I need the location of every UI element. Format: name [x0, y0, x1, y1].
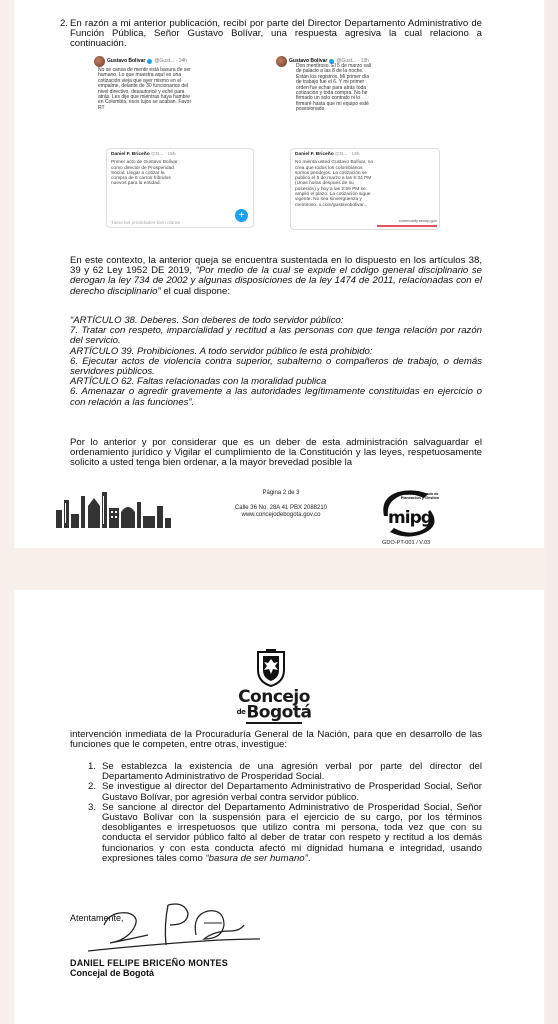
- mipg-caption: Modelo Integrado de Planeación y Gestión: [400, 492, 440, 501]
- quoted-handle: @D... · 13h: [335, 152, 360, 157]
- mipg-logo: [370, 486, 452, 540]
- signer-name: DANIEL FELIPE BRICEÑO MONTES: [70, 958, 228, 968]
- list-item-end: .: [307, 852, 311, 864]
- viewer-side-strip: [546, 0, 558, 1024]
- context-text-end: el cual dispone:: [160, 285, 230, 297]
- bogota-coat-of-arms-icon: [254, 648, 288, 688]
- concejo-de-bogota-logo: [234, 687, 314, 724]
- footer-website[interactable]: www.concejodebogota.gov.co: [241, 512, 321, 518]
- quoted-body: No mienta usted Gustavo Bolívar, no crea que todos los colombianos somos pendejos. La cotización se publicó el 5 de marzo a las 5:34 PM (Unas horas después de su posesión) y hoy a las 2:59 PM se amplió el plazo. La cotización sigue vigente. No sea sinvergüenza y mentiroso. x.com/gustavobolivar...: [295, 160, 374, 208]
- law-quote-line: 6. Amenazar o agredir gravemente a las autoridades legítimamente constituidas en ejercicio o con relación a las funciones”.: [70, 386, 482, 408]
- page-footer: [214, 490, 348, 519]
- context-paragraph: [70, 256, 482, 297]
- law-quote-line: 7. Tratar con respeto, imparcialidad y rectitud a las personas con que tenga relación por razón del servicio.: [70, 325, 482, 347]
- list-item-number: 1.: [88, 761, 97, 772]
- tweet-screenshot-right: [276, 56, 446, 234]
- quoted-author: Daniel F. Briceño: [111, 152, 150, 157]
- list-item-text: Se investigue al director del Departamento Administrativo de Prosperidad Social, Señor Gustavo Bolívar, por agresión verbal contra servidor público.: [102, 781, 482, 803]
- list-item-text: Se sancione al director del Departamento Administrativo de Prosperidad Social, Señor Gustavo Bolívar con la suspensión para el ejercicio de su cargo, por los términos desobligantes e irrespetuosos que utilizo contra mi persona, toda vez que con su conducta el servidor público faltó al deber de tratar con respeto y rectitud a los demás funcionarios y con esta conducta afectó mi dignidad humana e integridad, usando expresiones tales como: [102, 801, 482, 864]
- list-item-quote: “basura de ser humano”: [205, 852, 308, 864]
- closing-salutation: Atentamente,: [70, 913, 124, 923]
- intro-paragraph: intervención inmediata de la Procuraduría General de la Nación, para que en desarrollo de las funciones que le competen, entre otras, investigue:: [70, 729, 482, 751]
- law-quote-line: ARTÍCULO 39. Prohibiciones. A todo servidor público le está prohibido:: [70, 345, 373, 357]
- document-page-2: [14, 0, 544, 548]
- quoted-handle: @D... · 15h: [151, 152, 176, 157]
- item-number: 2.: [60, 18, 69, 29]
- request-paragraph: Por lo anterior y por considerar que es un deber de esta administración salvaguardar el ordenamiento jurídico y Vigilar el cumplimiento de la Constitución y las leyes, respetuosamente solicito a usted tenga bien ordenar, a la mayor brevedad posible la: [70, 437, 482, 469]
- tweet-body: Don mentiroso. El 5 de marzo salí de palacio a las 8 de la noche. Están los registros. Mi primer día de trabajo fue el 6. Y mi primer orden fue echar para atrás toda cotización y toda compra. No he firmado un solo contrato ni lo firmaré hasta que mi equipo esté posesionado.: [296, 63, 372, 113]
- tweet-author: Gustavo Bolívar: [107, 57, 146, 64]
- list-item: [88, 781, 482, 803]
- logo-line-2: Bogotá: [246, 702, 312, 723]
- tweet-handle: @Gust... · 14h: [154, 57, 187, 64]
- document-code: GDO-PT-001 / V.03: [382, 540, 431, 546]
- link-preview-bar: [377, 225, 437, 227]
- request-list: [88, 761, 482, 864]
- avatar: [276, 56, 287, 67]
- tweet-faint-footer: Tiene las prioridades bien claras: [111, 220, 180, 226]
- compose-plus-icon[interactable]: +: [235, 209, 248, 222]
- law-title-italic: “Por medio de la cual se expide el código general disciplinario se derogan la ley 734 de 2002 y algunas disposiciones de la ley 1474 de 2011, relacionadas con el derecho disciplinario”: [70, 265, 483, 297]
- quoted-author: Daniel F. Briceño: [295, 152, 334, 157]
- law-quote-line: “ARTÍCULO 38. Deberes. Son deberes de todo servidor público:: [70, 315, 344, 326]
- document-page-3: [14, 590, 544, 1024]
- mipg-wordmark: mipg: [388, 508, 432, 528]
- bogota-skyline-logo: [54, 488, 172, 528]
- signer-role: Concejal de Bogotá: [70, 968, 155, 978]
- law-quote-block: [70, 316, 482, 408]
- link-preview-label[interactable]: community.secop.gov: [398, 217, 437, 223]
- footer-address: Calle 36 No. 28A 41 PBX 2088210: [234, 505, 328, 511]
- list-item: [88, 761, 482, 783]
- tweet-handle: @Gust... · 13h: [336, 57, 369, 64]
- logo-line-1: Concejo: [238, 687, 310, 707]
- tweet-screenshot-left: [94, 56, 266, 234]
- avatar: [94, 56, 105, 67]
- verified-badge-icon: [147, 59, 152, 64]
- law-quote-line: 6. Ejecutar actos de violencia contra superior, subalterno o compañeros de trabajo, o demás servidores públicos.: [70, 355, 482, 378]
- quoted-tweet: [106, 148, 254, 228]
- item-text: En razón a mi anterior publicación, recibí por parte del Director Departamento Administrativo de Función Pública, Señor Gustavo Bolívar, una respuesta agresiva la cual relaciono a continuación.: [70, 18, 482, 50]
- handwritten-signature: [84, 895, 264, 955]
- tweet-header: [94, 56, 266, 67]
- list-item-text: Se establezca la existencia de una agresión verbal por parte del director del Departamento Administrativo de Prosperidad Social.: [102, 761, 482, 783]
- tweet-author: Gustavo Bolívar: [289, 57, 328, 64]
- numbered-item-2: [60, 18, 482, 50]
- list-item-number: 3.: [88, 801, 97, 813]
- context-text: En este contexto, la anterior queja se encuentra sustentada en lo dispuesto en los artículos 38, 39 y 62 Ley 1952 DE 2019,: [70, 255, 482, 277]
- list-item-number: 2.: [88, 781, 97, 793]
- logo-de: de: [236, 708, 246, 716]
- tweet-body: No se cansa de mentir está basura de ser humano. Lo que muestra aquí es una cotización vieja que ayer mismo en el empalme, delante de 30 funcionarios del nivel directivo, desautoricé y eché para atrás. Les dije que mientras haya hambre en Colombia, esos lujos se acaban. Favor RT: [98, 67, 192, 111]
- law-quote-line: ARTÍCULO 62. Faltas relacionadas con la moralidad publica: [70, 376, 327, 388]
- quoted-body: Primer acto de Gustavo Bolívar como director de Prosperidad Social: Llegar a cotizar la compra de 6 carros híbridos nuevos para la entidad.: [111, 160, 178, 187]
- list-item: [88, 801, 482, 864]
- quoted-tweet: [290, 148, 440, 230]
- page-number: Página 2 de 3: [262, 490, 300, 496]
